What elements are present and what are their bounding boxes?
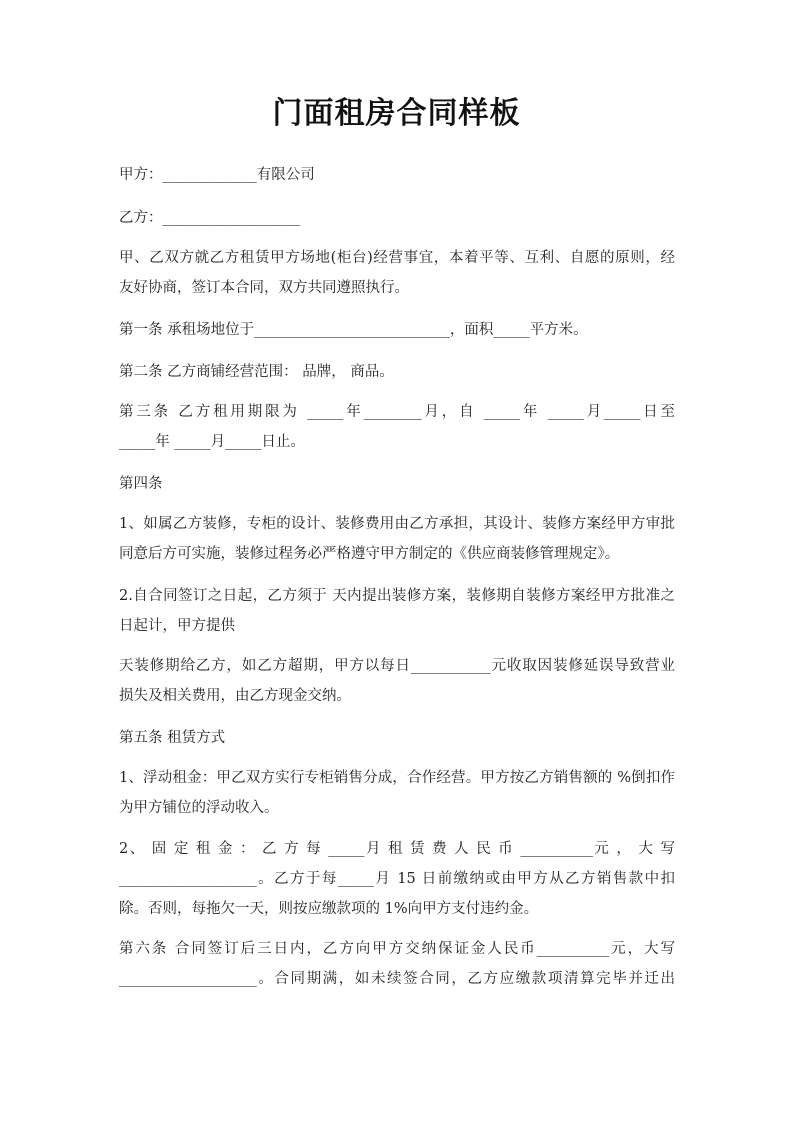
text-line: 第一条 承租场地位于___________________________，面积_____平方米。 bbox=[119, 322, 588, 338]
text-line: 2、 固 定 租 金 ： 乙 方 每 _____月 租 赁 费 人 民 币 __________元 ， 大 写 bbox=[119, 841, 675, 857]
text-line: 甲、乙双方就乙方租赁甲方场地(柜台)经营事宜，本着平等、互利、自愿的原则，经 bbox=[119, 250, 675, 266]
text-line: 2.自合同签订之日起，乙方须于 天内提出装修方案，装修期自装修方案经甲方批准之 bbox=[119, 588, 675, 604]
text-line: 同意后方可实施，装修过程务必严格遵守甲方制定的《供应商装修管理规定》。 bbox=[119, 546, 620, 562]
article-2-paragraph bbox=[119, 357, 675, 387]
article-4-item-1 bbox=[119, 509, 675, 569]
text-line: 1、浮动租金：甲乙双方实行专柜销售分成，合作经营。甲方按乙方销售额的 %倒扣作 bbox=[119, 770, 675, 786]
text-line: 友好协商，签订本合同，双方共同遵照执行。 bbox=[119, 280, 409, 296]
article-3-paragraph bbox=[119, 397, 675, 457]
text-line: _____年 _____月_____日止。 bbox=[119, 434, 305, 450]
text-line: ___________________。合同期满，如未续签合同，乙方应缴款项清算完毕并迁出 bbox=[119, 971, 675, 987]
text-line: 第二条 乙方商铺经营范围： 品牌， 商品。 bbox=[119, 364, 394, 380]
text-line: 第六条 合同签订后三日内，乙方向甲方交纳保证金人民币__________元，大写 bbox=[119, 941, 675, 957]
article-5-item-1 bbox=[119, 763, 675, 823]
article-4-item-2 bbox=[119, 581, 675, 641]
text-line: ___________________。乙方于每_____月 15 日前缴纳或由甲方从乙方销售款中扣 bbox=[119, 871, 675, 887]
text-line: 甲方：_____________有限公司 bbox=[119, 167, 315, 183]
text-line: 第三条 乙方租用期限为 _____年________月，自 _____年 _____月_____日至 bbox=[119, 404, 675, 420]
party-b-line bbox=[119, 203, 675, 233]
article-5-item-2 bbox=[119, 834, 675, 924]
text-line: 乙方：___________________ bbox=[119, 210, 301, 226]
document-title: 门面租房合同样板 bbox=[272, 96, 521, 131]
article-4-item-2-continued bbox=[119, 651, 675, 711]
text-line: 第四条 bbox=[119, 476, 163, 492]
article-6-paragraph bbox=[119, 934, 675, 994]
text-line: 除。否则，每拖欠一天，则按应缴款项的 1%向甲方支付违约金。 bbox=[119, 901, 539, 917]
text-line: 1、如属乙方装修，专柜的设计、装修费用由乙方承担，其设计、装修方案经甲方审批 bbox=[119, 516, 675, 532]
article-1-paragraph bbox=[119, 315, 675, 345]
text-line: 损失及相关费用，由乙方现金交纳。 bbox=[119, 688, 351, 704]
article-5-heading bbox=[119, 723, 675, 753]
text-line: 第五条 租赁方式 bbox=[119, 730, 226, 746]
text-line: 天装修期给乙方，如乙方超期，甲方以每日___________元收取因装修延误导致营业 bbox=[119, 658, 675, 674]
party-a-line bbox=[119, 160, 675, 190]
article-4-heading bbox=[119, 469, 675, 499]
preamble-paragraph bbox=[119, 243, 675, 303]
text-line: 日起计，甲方提供 bbox=[119, 618, 235, 634]
text-line: 为甲方铺位的浮动收入。 bbox=[119, 800, 279, 816]
